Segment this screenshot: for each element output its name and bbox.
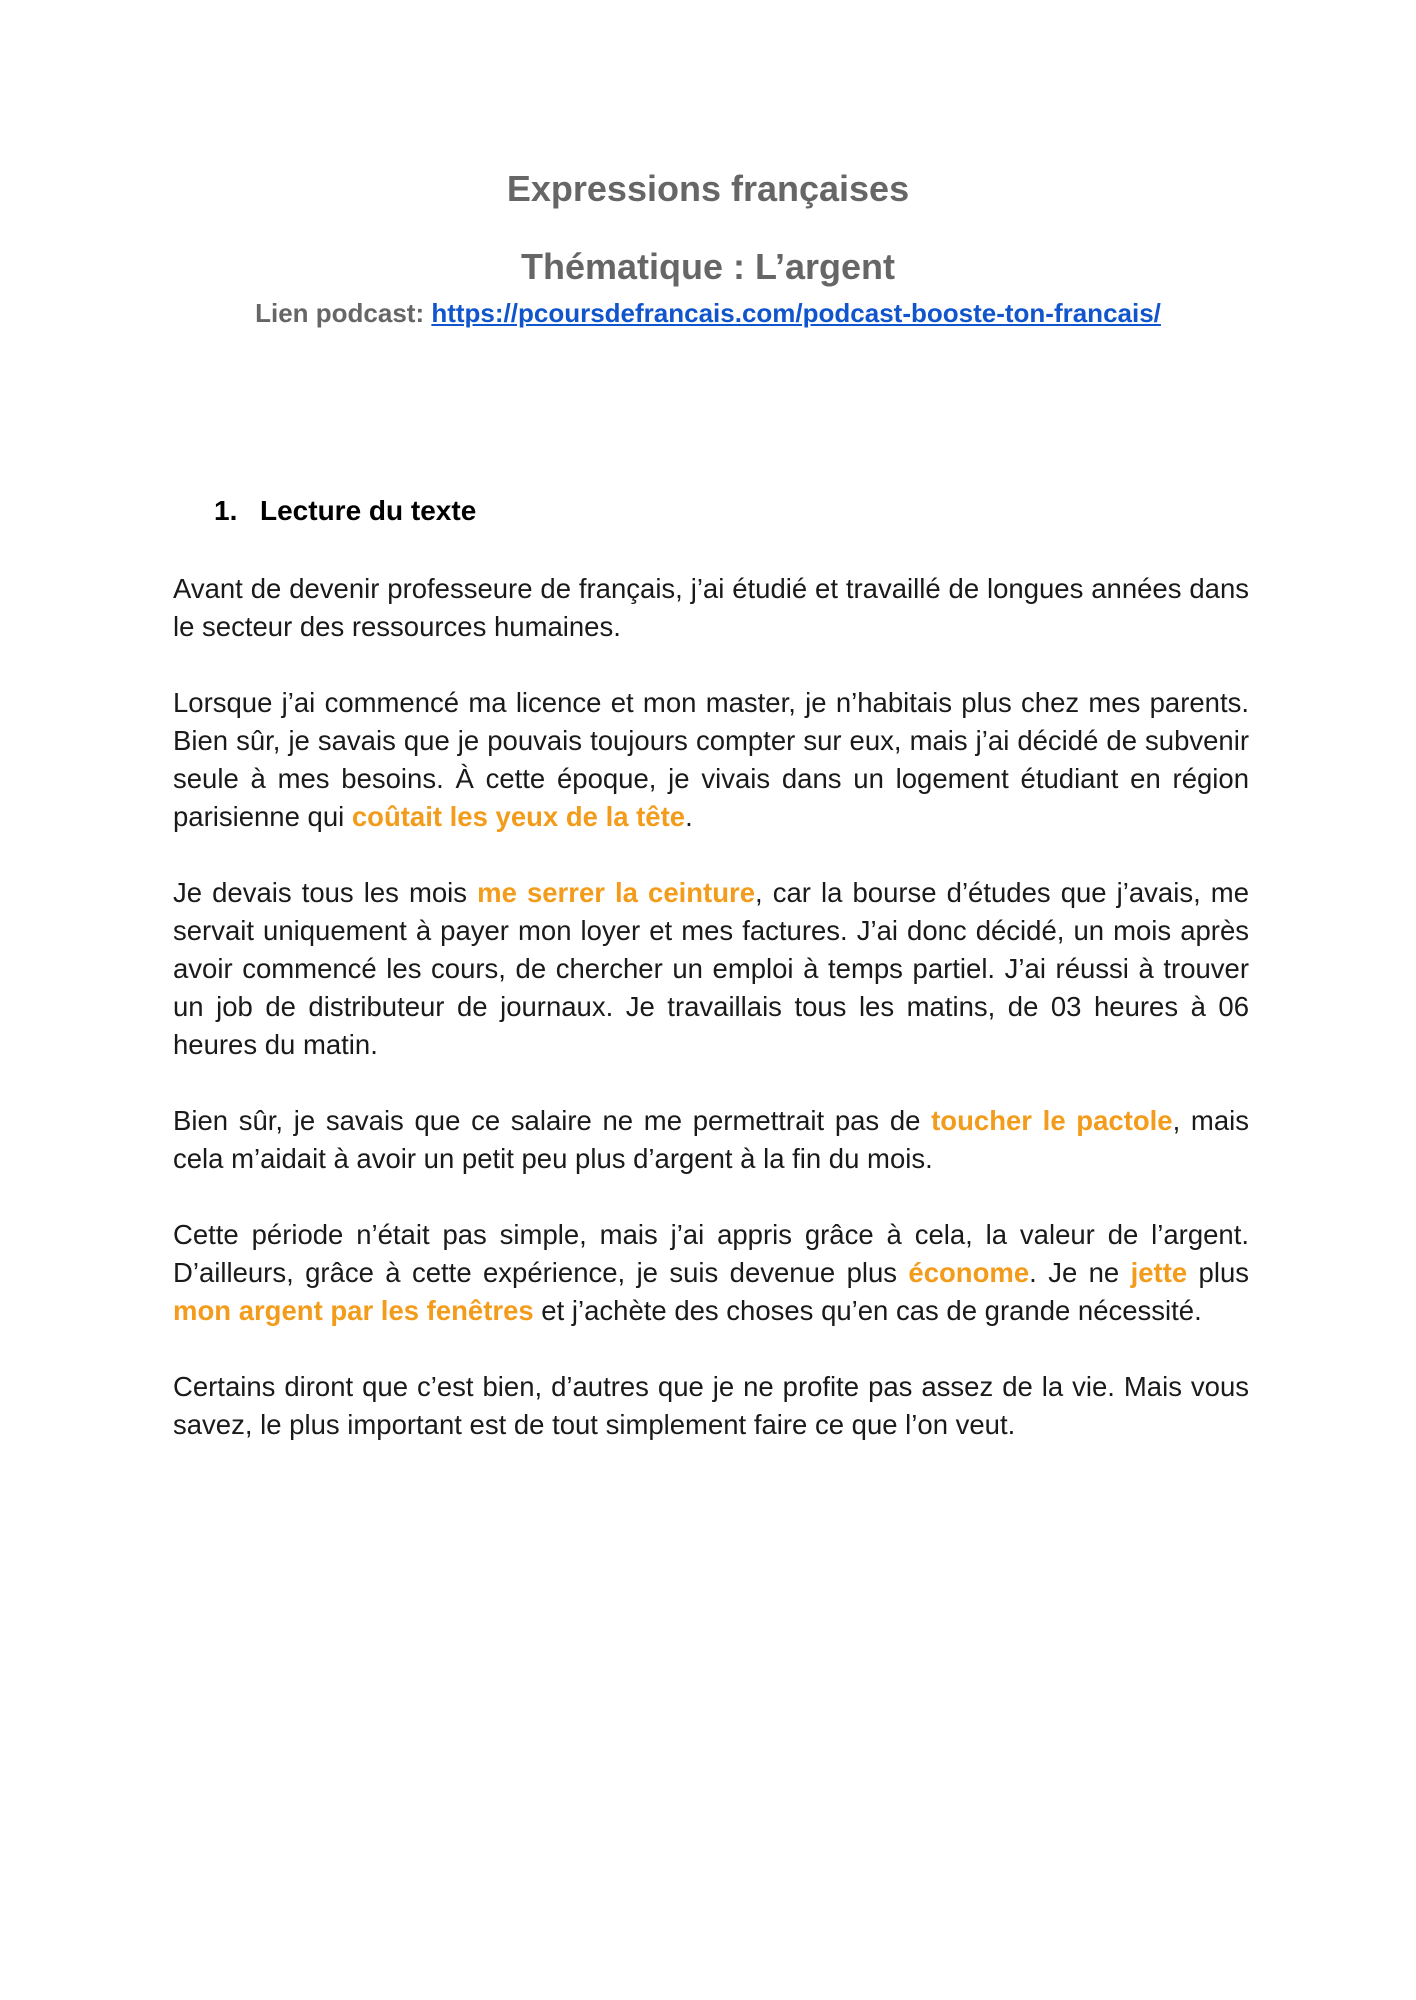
paragraph-3: [173, 874, 1249, 1064]
paragraph-text: Avant de devenir professeure de français, j’ai étudié et travaillé de longues années dans le secteur des ressources humaines.: [173, 573, 1249, 642]
paragraph-text: plus: [1187, 1257, 1249, 1288]
podcast-link[interactable]: https://pcoursdefrancais.com/podcast-booste-ton-francais/: [431, 298, 1161, 328]
expression-highlight: me serrer la ceinture: [477, 877, 756, 908]
paragraph-5: [173, 1216, 1249, 1330]
paragraph-1: [173, 570, 1249, 646]
podcast-label: Lien podcast:: [255, 298, 432, 328]
section-number: 1.: [214, 495, 238, 526]
paragraph-text: . Je ne: [1029, 1257, 1131, 1288]
paragraph-6: [173, 1368, 1249, 1444]
reading-text: [173, 570, 1249, 1482]
paragraph-text: Certains diront que c’est bien, d’autres que je ne profite pas assez de la vie. Mais vous savez, le plus important est de tout simplement faire ce que l’on veut.: [173, 1371, 1249, 1440]
paragraph-4: [173, 1102, 1249, 1178]
section-heading: [214, 495, 476, 527]
paragraph-text: , car la bourse d’études que j’avais, me servait uniquement à payer mon loyer et mes factures. J’ai donc décidé, un mois après avoir commencé les cours, de chercher un emploi à temps partiel. J’ai réussi à trouver un job de distributeur de journaux. Je travaillais tous les matins, de 03 heures à 06 heures du matin.: [173, 877, 1249, 1060]
paragraph-text: , mais cela m’aidait à avoir un petit peu plus d’argent à la fin du mois.: [173, 1105, 1249, 1174]
paragraph-text: Je devais tous les mois: [173, 877, 478, 908]
paragraph-text: Bien sûr, je savais que ce salaire ne me permettrait pas de: [173, 1105, 932, 1136]
document-subtitle: Thématique : L’argent: [520, 246, 896, 287]
expression-highlight: jette: [1130, 1257, 1188, 1288]
expression-highlight: économe: [908, 1257, 1030, 1288]
paragraph-text: .: [685, 801, 693, 832]
expression-highlight: coûtait les yeux de la tête: [351, 801, 686, 832]
section-title: Lecture du texte: [260, 495, 477, 526]
expression-highlight: mon argent par les fenêtres: [173, 1295, 534, 1326]
paragraph-text: Lorsque j’ai commencé ma licence et mon master, je n’habitais plus chez mes parents. Bien sûr, je savais que je pouvais toujours compter sur eux, mais j’ai décidé de subvenir seule à mes besoins. À cette époque, je vivais dans un logement étudiant en région parisienne qui: [173, 687, 1249, 832]
paragraph-text: Cette période n’était pas simple, mais j’ai appris grâce à cela, la valeur de l’argent. D’ailleurs, grâce à cette expérience, je suis devenue plus: [173, 1219, 1249, 1288]
paragraph-text: et j’achète des choses qu’en cas de grande nécessité.: [533, 1295, 1202, 1326]
podcast-link-line: [0, 298, 1416, 329]
document-title: Expressions françaises: [506, 168, 910, 209]
expression-highlight: toucher le pactole: [931, 1105, 1173, 1136]
paragraph-2: [173, 684, 1249, 836]
